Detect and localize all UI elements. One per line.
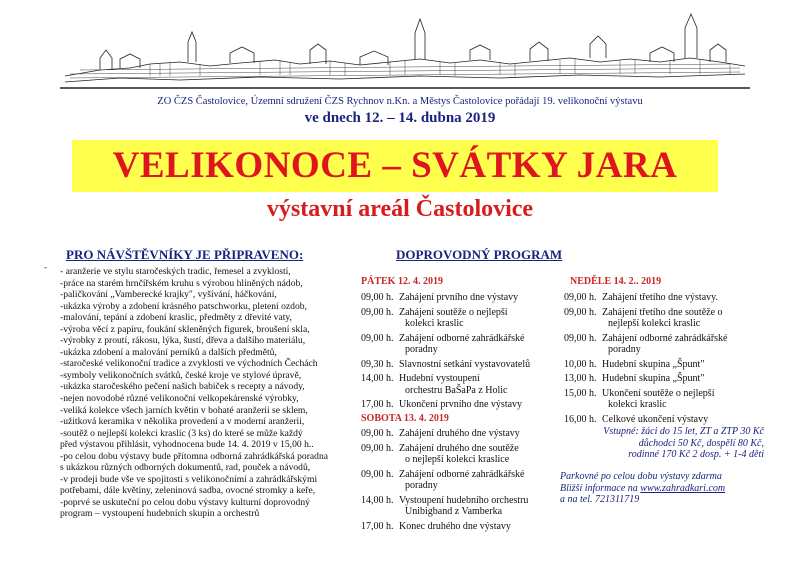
schedule-time: 09,00 h. xyxy=(564,332,597,344)
visitor-list-item: -po celou dobu výstavy bude přítomna odborná zahrádkářská poradna xyxy=(60,450,329,462)
schedule-time: 13,00 h. xyxy=(564,373,597,384)
schedule-description: o nejlepší kolekci kraslice xyxy=(405,454,510,465)
visitor-list-item: -nejen novodobé různé velikonoční velkopekárenské výrobky, xyxy=(60,393,299,405)
schedule-row xyxy=(361,399,561,411)
schedule-gap xyxy=(361,532,561,535)
parking-info xyxy=(560,471,770,506)
schedule-description: Zahájení druhého dne soutěže xyxy=(399,442,519,454)
schedule-row xyxy=(564,344,764,356)
town-skyline-illustration xyxy=(60,4,750,94)
schedule-description: Unibigband z Vamberka xyxy=(405,506,503,517)
schedule-time: 09,30 h. xyxy=(361,358,394,370)
schedule-description: Hudební skupina „Špunt" xyxy=(602,358,705,370)
schedule-time xyxy=(361,318,399,330)
schedule-description: Zahájení odborné zahrádkářské xyxy=(399,332,525,344)
schedule-time: 17,00 h. xyxy=(361,399,394,410)
schedule-row xyxy=(361,307,561,319)
schedule-description: kolekci kraslic xyxy=(405,318,464,329)
schedule-time: 09,00 h. xyxy=(564,292,597,303)
visitor-list-item: -ukázka výroby a zdobení krásného patschworku, pletení ozdob, xyxy=(60,300,307,312)
schedule-time: 09,00 h. xyxy=(361,428,394,439)
schedule-time: 09,00 h. xyxy=(361,442,394,454)
schedule-time: 14,00 h. xyxy=(361,494,394,506)
schedule-time: 15,00 h. xyxy=(564,387,597,399)
schedule-row xyxy=(361,292,561,304)
schedule-time: 16,00 h. xyxy=(564,413,597,425)
schedule-description: kolekci kraslic xyxy=(608,399,667,410)
schedule-row xyxy=(361,333,561,345)
schedule-time: 09,00 h. xyxy=(361,332,394,344)
info-prefix: Bližší informace na xyxy=(560,482,641,494)
schedule-row xyxy=(361,428,561,440)
schedule-description: orchestru BaŠaPa z Holic xyxy=(405,384,508,396)
visitor-list-item: -užitková keramika v několika provedení a v moderní aranžerii, xyxy=(60,416,305,428)
friday-schedule xyxy=(361,292,561,414)
visitor-list-item: s ukázkou různých odborných dokumentů, rad, pouček a návodů, xyxy=(60,462,311,474)
sunday-title: NEDĚLE 14. 2.. 2019 xyxy=(570,276,662,287)
schedule-time xyxy=(361,344,399,356)
admission-line: důchodci 50 Kč, dospělí 80 Kč, xyxy=(638,437,764,449)
visitor-list-item: -symboly velikonočních svátků, české kroje ve stylové úpravě, xyxy=(60,369,302,381)
schedule-description: Zahájení odborné zahrádkářské xyxy=(602,332,728,344)
schedule-row xyxy=(361,318,561,330)
schedule-description: Ukončení prvního dne výstavy xyxy=(399,399,523,410)
schedule-description: Zahájení druhého dne výstavy xyxy=(399,428,520,439)
schedule-time xyxy=(564,344,602,356)
schedule-time: 10,00 h. xyxy=(564,358,597,370)
visitor-list-item: -poprvé se uskuteční po celou dobu výstavy kulturní doprovodný xyxy=(60,496,310,508)
schedule-time xyxy=(361,385,399,397)
admission-line: Vstupné: žáci do 15 let, ZT a ZTP 30 Kč xyxy=(603,426,764,437)
visitor-list-item: potřebami, dále květiny, zeleninová sadba, ovocné stromky a keře, xyxy=(60,485,316,497)
schedule-row xyxy=(361,506,561,518)
schedule-row xyxy=(361,373,561,385)
schedule-time: 09,00 h. xyxy=(564,306,597,318)
schedule-description: Slavnostní setkání vystavovatelů xyxy=(399,358,531,370)
schedule-row xyxy=(564,307,764,319)
visitor-list-item: -paličkování „Vamberecké krajky", vyšívání, háčkování, xyxy=(60,289,277,301)
schedule-row xyxy=(361,443,561,455)
visitor-list-item: program – vystoupení hudebních skupin a orchestrů xyxy=(60,508,260,520)
schedule-row xyxy=(564,373,764,385)
list-marker: - xyxy=(44,262,47,272)
visitor-list-item: -ukázka zdobení a malování perníků a dalších předmětů, xyxy=(60,346,277,358)
schedule-description: poradny xyxy=(608,344,641,355)
schedule-row xyxy=(361,454,561,466)
schedule-row xyxy=(564,414,764,426)
visitors-heading-text: PRO NÁVŠTĚVNÍKY JE PŘIPRAVENO xyxy=(66,247,299,262)
schedule-description: poradny xyxy=(405,480,438,491)
schedule-row xyxy=(564,318,764,330)
schedule-row xyxy=(564,388,764,400)
website-link[interactable]: www.zahradkari.com xyxy=(640,482,726,494)
schedule-description: Vystoupení hudebního orchestru xyxy=(399,494,529,506)
schedule-row xyxy=(361,385,561,397)
program-heading: DOPROVODNÝ PROGRAM xyxy=(396,247,563,262)
schedule-row xyxy=(361,469,561,481)
schedule-description: Zahájení třetího dne soutěže o xyxy=(602,306,723,318)
phone-line: a na tel. 721311719 xyxy=(560,494,640,505)
visitor-list-item: -práce na starém hrnčířském kruhu s výrobou hliněných nádob, xyxy=(60,277,303,289)
schedule-description: Hudební skupina „Špunt" xyxy=(602,373,705,384)
schedule-row xyxy=(564,359,764,371)
schedule-time: 17,00 h. xyxy=(361,520,394,532)
sunday-schedule xyxy=(564,292,764,428)
friday-title: PÁTEK 12. 4. 2019 xyxy=(361,276,443,287)
schedule-description: Zahájení soutěže o nejlepší xyxy=(399,306,508,318)
visitor-list-item: -malování, tepání a zdobení kraslic, předměty z dřevité vaty, xyxy=(60,312,292,324)
schedule-time: 14,00 h. xyxy=(361,373,394,384)
title-banner: VELIKONOCE – SVÁTKY JARA xyxy=(112,145,678,186)
schedule-row xyxy=(361,495,561,507)
visitors-heading-colon: : xyxy=(298,247,304,262)
schedule-description: poradny xyxy=(405,344,438,355)
schedule-time: 09,00 h. xyxy=(361,306,394,318)
visitors-heading xyxy=(66,247,303,263)
schedule-description: Celkové ukončení výstavy xyxy=(602,413,709,425)
visitor-list-item: - aranžerie ve stylu staročeských tradic, řemesel a zvyklostí, xyxy=(60,266,291,277)
schedule-time: 09,00 h. xyxy=(361,292,394,303)
visitor-list-item: před výstavou přihlásit, vyhodnocena bude 14. 4. 2019 v 15,00 h.. xyxy=(60,439,314,451)
schedule-time xyxy=(361,480,399,492)
schedule-time xyxy=(564,399,602,411)
schedule-row xyxy=(361,480,561,492)
schedule-time xyxy=(361,454,399,466)
schedule-row xyxy=(361,344,561,356)
parking-line: Parkovné po celou dobu výstavy zdarma xyxy=(560,471,722,482)
visitors-list xyxy=(60,266,360,520)
schedule-description: Hudební vystoupení xyxy=(399,373,480,384)
schedule-row xyxy=(564,399,764,411)
saturday-schedule xyxy=(361,428,561,535)
schedule-description: nejlepší kolekci kraslic xyxy=(608,318,701,329)
schedule-description: Zahájení prvního dne výstavy xyxy=(399,292,519,303)
schedule-time xyxy=(564,318,602,330)
visitor-list-item: -výroba věcí z papíru, foukání skleněných figurek, broušení skla, xyxy=(60,323,310,335)
visitor-list-item: -výrobky z proutí, rákosu, lýka, šustí, dřeva a dalšího materiálu, xyxy=(60,335,306,347)
visitor-list-item: -ukázka staročeského pečení našich babiček s recepty a návody, xyxy=(60,381,305,393)
visitor-list-item: -staročeské velikonoční tradice a zvyklosti ve východních Čechách xyxy=(60,358,318,370)
schedule-row xyxy=(564,333,764,345)
exhibition-dates: ve dnech 12. – 14. dubna 2019 xyxy=(304,110,496,126)
schedule-row xyxy=(564,292,764,304)
schedule-time: 09,00 h. xyxy=(361,468,394,480)
visitor-list-item: -veliká kolekce všech jarních květin v bohaté aranžerii se sklem, xyxy=(60,404,308,416)
venue-title: výstavní areál Častolovice xyxy=(266,196,534,222)
admission-info xyxy=(564,426,764,461)
schedule-description: Konec druhého dne výstavy xyxy=(399,520,511,532)
admission-line: rodinné 170 Kč 2 dosp. + 1-4 děti xyxy=(628,449,764,460)
visitor-list-item: -soutěž o nejlepší kolekci kraslic (3 ks) do které se může každý xyxy=(60,427,303,439)
schedule-row xyxy=(361,359,561,371)
schedule-description: Zahájení třetího dne výstavy. xyxy=(602,292,718,303)
parking-line xyxy=(560,483,770,495)
organizers-line: ZO ČZS Častolovice, Územní sdružení ČZS Rychnov n.Kn. a Městys Častolovice pořádají 19. velikonoční výstavu xyxy=(157,96,643,107)
schedule-row xyxy=(361,521,561,533)
schedule-description: Ukončení soutěže o nejlepší xyxy=(602,387,715,399)
saturday-title: SOBOTA 13. 4. 2019 xyxy=(361,413,449,424)
visitor-list-item: -v prodeji bude vše ve spojitosti s velikonočními a zahrádkářskými xyxy=(60,473,318,485)
schedule-time xyxy=(361,506,399,518)
schedule-description: Zahájení odborné zahrádkářské xyxy=(399,468,525,480)
